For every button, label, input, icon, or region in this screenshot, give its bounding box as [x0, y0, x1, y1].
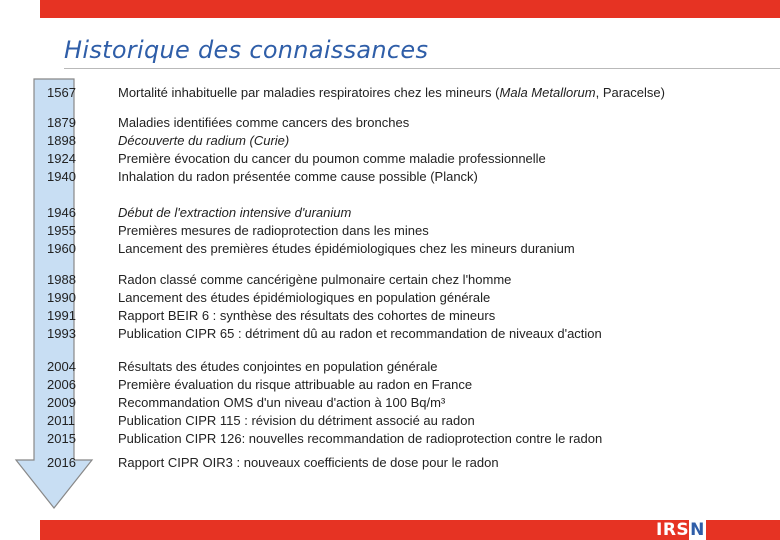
- year-label: 1993: [47, 326, 76, 341]
- event-text: [118, 271, 768, 289]
- event-text: [118, 84, 768, 102]
- event-text-pre: Rapport CIPR OIR3 : nouveaux coefficients de dose pour le radon: [118, 455, 499, 470]
- event-text-pre: Inhalation du radon présentée comme cause possible (Planck): [118, 169, 478, 184]
- year-label: 1960: [47, 241, 76, 256]
- event-text-pre: Publication CIPR 126: nouvelles recommandation de radioprotection contre le radon: [118, 431, 603, 446]
- page-title: Historique des connaissances: [64, 36, 429, 64]
- event-text-pre: Lancement des premières études épidémiologiques chez les mineurs duranium: [118, 241, 575, 256]
- event-text-pre: Premières mesures de radioprotection dans les mines: [118, 223, 429, 238]
- event-text-pre: Première évocation du cancer du poumon comme maladie professionnelle: [118, 151, 546, 166]
- timeline-events: [118, 271, 768, 343]
- timeline-years: [47, 84, 91, 102]
- timeline-events: [118, 204, 768, 258]
- event-text: [118, 376, 768, 394]
- year-label: 1991: [47, 308, 76, 323]
- timeline-years: [47, 358, 91, 448]
- year-label: 1946: [47, 205, 76, 220]
- timeline-events: [118, 84, 768, 102]
- event-text-italic: Mala Metallorum: [499, 85, 596, 100]
- event-text: [118, 204, 768, 222]
- year-label: 2004: [47, 359, 76, 374]
- event-text-pre: Publication CIPR 65 : détriment dû au radon et recommandation de niveaux d'action: [118, 326, 602, 341]
- event-text-pre: Radon classé comme cancérigène pulmonaire certain chez l'homme: [118, 272, 512, 287]
- timeline-events: [118, 114, 768, 186]
- timeline-events: [118, 358, 768, 448]
- event-text: [118, 289, 768, 307]
- year-label: 1955: [47, 223, 76, 238]
- timeline-years: [47, 271, 91, 343]
- event-text-pre: Publication CIPR 115 : révision du détriment associé au radon: [118, 413, 475, 428]
- event-text: [118, 240, 768, 258]
- event-text: [118, 412, 768, 430]
- year-label: 2009: [47, 395, 76, 410]
- year-label: 2011: [47, 413, 75, 428]
- event-text: [118, 430, 768, 448]
- logo-main: IRS: [656, 520, 690, 540]
- timeline-years: [47, 114, 91, 186]
- year-label: 1879: [47, 115, 76, 130]
- year-label: 2006: [47, 377, 76, 392]
- event-text-pre: Mortalité inhabituelle par maladies respiratoires chez les mineurs (: [118, 85, 500, 100]
- year-label: 2016: [47, 455, 76, 470]
- year-label: 1924: [47, 151, 76, 166]
- event-text: [118, 307, 768, 325]
- timeline-events: [118, 454, 768, 472]
- irsn-logo: [656, 520, 710, 540]
- event-text: [118, 358, 768, 376]
- event-text: [118, 325, 768, 343]
- year-label: 1567: [47, 85, 76, 100]
- event-text-pre: Maladies identifiées comme cancers des bronches: [118, 115, 410, 130]
- timeline-years: [47, 454, 91, 472]
- timeline-years: [47, 204, 91, 258]
- event-text: [118, 394, 768, 412]
- event-text: [118, 222, 768, 240]
- event-text-pre: Résultats des études conjointes en population générale: [118, 359, 438, 374]
- event-text-pre: Première évaluation du risque attribuable au radon en France: [118, 377, 473, 392]
- year-label: 2015: [47, 431, 76, 446]
- event-text-post: , Paracelse): [595, 85, 665, 100]
- event-text: [118, 132, 768, 150]
- event-text: [118, 150, 768, 168]
- event-text: [118, 454, 768, 472]
- event-text: [118, 168, 768, 186]
- year-label: 1940: [47, 169, 76, 184]
- year-label: 1990: [47, 290, 76, 305]
- year-label: 1988: [47, 272, 76, 287]
- event-text-pre: Recommandation OMS d'un niveau d'action à 100 Bq/m³: [118, 395, 446, 410]
- event-text-pre: Lancement des études épidémiologiques en population générale: [118, 290, 491, 305]
- year-label: 1898: [47, 133, 76, 148]
- event-text-pre: Rapport BEIR 6 : synthèse des résultats des cohortes de mineurs: [118, 308, 496, 323]
- event-text-italic: Découverte du radium (Curie): [118, 133, 290, 148]
- logo-accent: N: [690, 520, 705, 540]
- event-text-italic: Début de l'extraction intensive d'uranium: [118, 205, 352, 220]
- event-text: [118, 114, 768, 132]
